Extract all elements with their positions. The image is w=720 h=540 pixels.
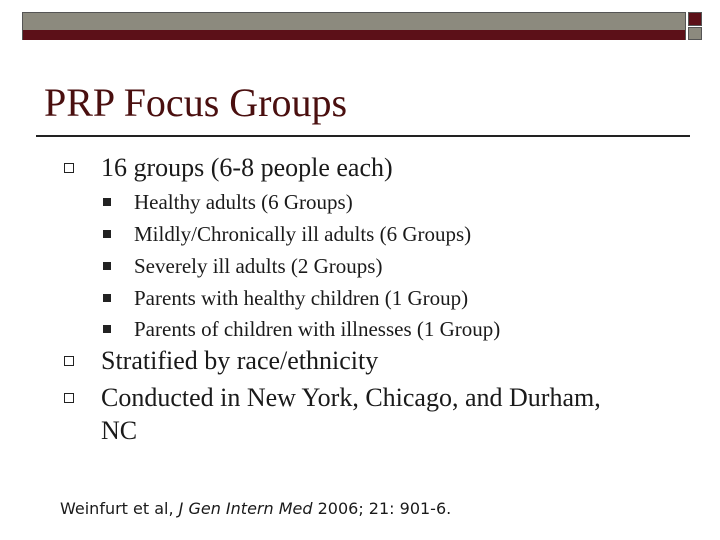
header-band-maroon (23, 30, 685, 40)
title-divider (36, 135, 690, 137)
slide-title: PRP Focus Groups (44, 80, 348, 125)
bullet-locations-line2: NC (101, 416, 138, 445)
sub-bullet-healthy-adults: Healthy adults (6 Groups) (134, 190, 353, 214)
bullet-stratified: Stratified by race/ethnicity (101, 346, 379, 375)
hollow-square-bullet-icon (64, 393, 74, 403)
filled-square-bullet-icon (103, 230, 111, 238)
filled-square-bullet-icon (103, 325, 111, 333)
citation-journal: J Gen Intern Med (178, 499, 313, 518)
corner-square-olive (688, 27, 702, 40)
sub-bullet-parents-ill-children: Parents of children with illnesses (1 Group) (134, 317, 501, 341)
corner-square-maroon (688, 12, 702, 26)
citation (60, 498, 451, 520)
header-band-olive (23, 13, 685, 30)
filled-square-bullet-icon (103, 198, 111, 206)
header-band (22, 12, 686, 40)
sub-bullet-parents-healthy-children: Parents with healthy children (1 Group) (134, 286, 469, 310)
filled-square-bullet-icon (103, 262, 111, 270)
citation-details: 2006; 21: 901-6. (312, 499, 452, 518)
hollow-square-bullet-icon (64, 356, 74, 366)
hollow-square-bullet-icon (64, 163, 74, 173)
sub-bullet-mildly-ill-adults: Mildly/Chronically ill adults (6 Groups) (134, 222, 472, 246)
bullet-groups: 16 groups (6-8 people each) (101, 153, 393, 182)
sub-bullet-severely-ill-adults: Severely ill adults (2 Groups) (134, 254, 383, 278)
filled-square-bullet-icon (103, 294, 111, 302)
bullet-locations-line1: Conducted in New York, Chicago, and Durham, (101, 383, 601, 412)
citation-authors: Weinfurt et al, (60, 499, 179, 518)
